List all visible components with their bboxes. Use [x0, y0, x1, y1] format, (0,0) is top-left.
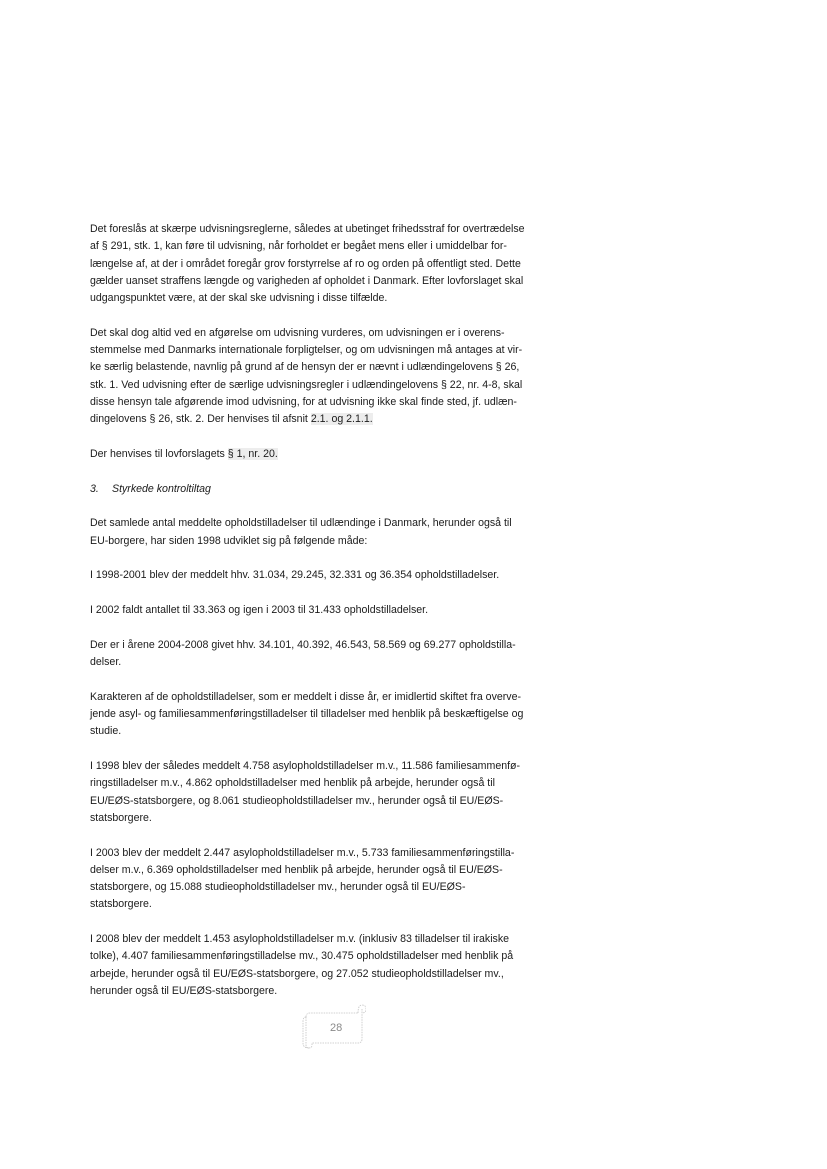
text-line: af § 291, stk. 1, kan føre til udvisning, når forholdet er begået mens eller i umiddelbar for-: [90, 240, 507, 253]
paragraph-2008-breakdown: [90, 931, 590, 1000]
text-line: EU-borgere, har siden 1998 udviklet sig på følgende måde:: [90, 534, 368, 547]
text-line: disse hensyn tale afgørende imod udvisning, for at udvisning ikke skal finde sted, jf. udlæn-: [90, 395, 517, 408]
text-line: Karakteren af de opholdstilladelser, som er meddelt i disse år, er imidlertid skiftet fra overve-: [90, 690, 522, 703]
text-line: I 1998 blev der således meddelt 4.758 asylopholdstilladelser m.v., 11.586 familiesammenfø-: [90, 760, 521, 772]
cross-reference-link[interactable]: 2.1. og 2.1.1.: [310, 413, 373, 425]
text-line: ringstilladelser m.v., 4.862 opholdstilladelser med henblik på arbejde, herunder også til: [90, 777, 495, 790]
paragraph-2004-2008: [90, 637, 590, 672]
paragraph-character-shift: [90, 689, 590, 741]
section-heading: [90, 481, 590, 498]
text-line: tolke), 4.407 familiesammenføringstilladelse mv., 30.475 opholdstilladelser med henblik på: [90, 950, 514, 963]
text-line: I 1998-2001 blev der meddelt hhv. 31.034, 29.245, 32.331 og 36.354 opholdstilladelser.: [90, 569, 500, 582]
text-line: Det samlede antal meddelte opholdstilladelser til udlændinge i Danmark, herunder også til: [90, 517, 512, 530]
text-line: studie.: [90, 725, 122, 738]
section-title: Styrkede kontroltiltag: [112, 482, 211, 495]
text-line: ke særlig belastende, navnlig på grund af de hensyn der er nævnt i udlændingelovens § 26,: [90, 361, 520, 374]
paragraph-international-obligations: [90, 325, 590, 429]
text-line: delser m.v., 6.369 opholdstilladelser med henblik på arbejde, herunder også til EU/EØS-: [90, 863, 503, 876]
page-number: 28: [330, 1022, 343, 1034]
text-line: Det skal dog altid ved en afgørelse om udvisning vurderes, om udvisningen er i overens-: [90, 326, 505, 339]
text-line: Der er i årene 2004-2008 givet hhv. 34.101, 40.392, 46.543, 58.569 og 69.277 opholdstilla-: [90, 638, 516, 651]
paragraph-2003-breakdown: [90, 845, 590, 914]
text-segment: dingelovens § 26, stk. 2. Der henvises til afsnit: [90, 413, 311, 425]
cross-reference-link[interactable]: § 1, nr. 20.: [227, 447, 278, 460]
section-number: 3.: [90, 482, 99, 495]
text-segment: Der henvises til lovforslagets: [90, 447, 228, 460]
text-line: statsborgere.: [90, 898, 152, 911]
text-line: I 2008 blev der meddelt 1.453 asylopholdstilladelser m.v. (inklusiv 83 tilladelser til irakiske: [90, 933, 510, 945]
paragraph-expulsion-proposal: [90, 221, 590, 307]
text-line: stemmelse med Danmarks internationale forpligtelser, og om udvisningen må antages at vir-: [90, 344, 523, 356]
text-line: herunder også til EU/EØS-statsborgere.: [90, 984, 278, 997]
paragraph-1998-2001: [90, 567, 590, 584]
text-line: [90, 446, 590, 463]
paragraph-residence-permits-intro: [90, 515, 590, 550]
text-line: jende asyl- og familiesammenføringstilladelser til tilladelser med henblik på beskæftigelse og: [90, 708, 524, 720]
text-line: [90, 411, 590, 428]
paragraph-1998-breakdown: [90, 758, 590, 827]
document-body: [90, 221, 590, 1000]
text-line: udgangspunktet være, at der skal ske udvisning i disse tilfælde.: [90, 292, 388, 304]
text-line: Det foreslås at skærpe udvisningsreglerne, således at ubetinget frihedsstraf for overtrædelse: [90, 223, 525, 235]
text-line: statsborgere.: [90, 811, 152, 824]
text-line: EU/EØS-statsborgere, og 8.061 studieopholdstilladelser mv., herunder også til EU/EØS-: [90, 794, 504, 807]
paragraph-2002-2003: [90, 602, 590, 619]
text-line: længelse af, at der i området foregår grov forstyrrelse af ro og orden på offentligt sted. Dette: [90, 257, 521, 270]
text-line: arbejde, herunder også til EU/EØS-statsborgere, og 27.052 studieopholdstilladelser mv.,: [90, 967, 504, 980]
text-line: I 2002 faldt antallet til 33.363 og igen i 2003 til 31.433 opholdstilladelser.: [90, 604, 429, 616]
text-line: stk. 1. Ved udvisning efter de særlige udvisningsregler i udlændingelovens § 22, nr. 4-8, skal: [90, 378, 523, 391]
paragraph-bill-reference: [90, 446, 590, 463]
text-line: statsborgere, og 15.088 studieopholdstilladelser mv., herunder også til EU/EØS-: [90, 881, 466, 893]
text-line: gælder uanset straffens længde og varigheden af opholdet i Danmark. Efter lovforslaget skal: [90, 274, 524, 287]
text-line: I 2003 blev der meddelt 2.447 asylopholdstilladelser m.v., 5.733 familiesammenføringstilla-: [90, 846, 515, 859]
text-line: delser.: [90, 656, 122, 668]
